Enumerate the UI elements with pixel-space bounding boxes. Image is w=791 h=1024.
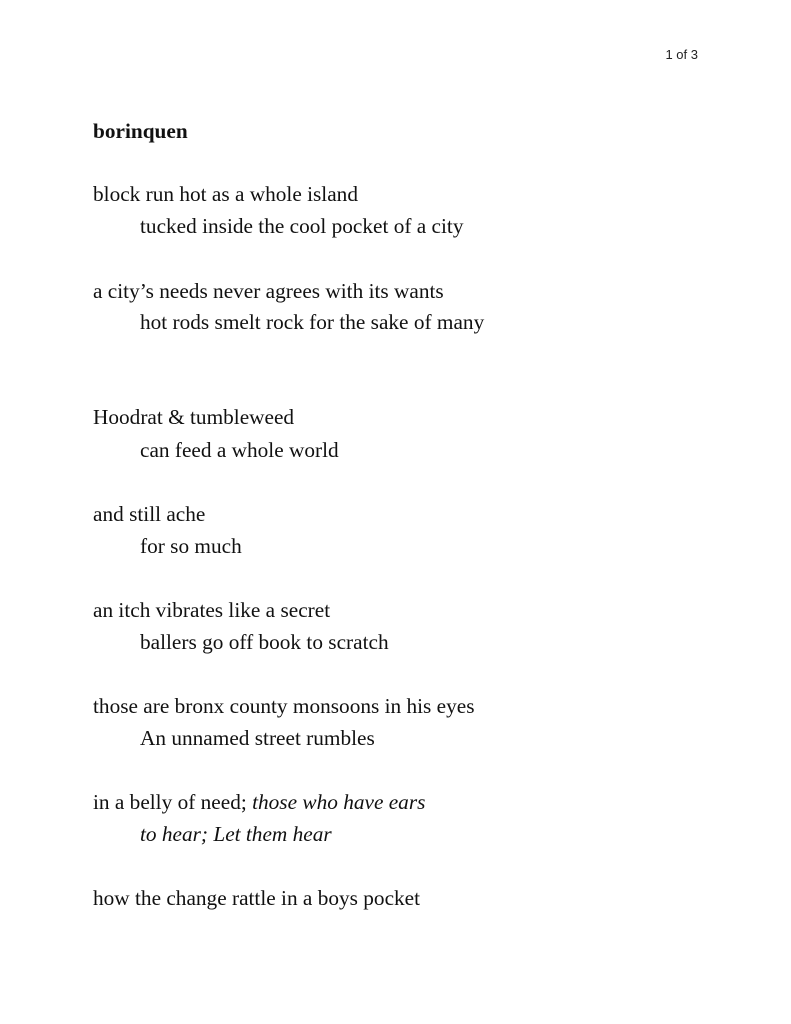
poem-line-roman: in a belly of need; [93,790,253,814]
poem-line: An unnamed street rumbles [140,726,375,750]
poem-line: how the change rattle in a boys pocket [93,886,421,910]
poem-line: Hoodrat & tumbleweed [93,405,295,429]
poem-line: tucked inside the cool pocket of a city [140,214,464,238]
poem-line: and still ache [93,502,206,526]
poem-line: block run hot as a whole island [93,182,358,206]
poem-line: to hear; Let them hear [140,822,332,846]
page-number: 1 of 3 [665,47,698,62]
poem-line: can feed a whole world [140,438,339,462]
poem-line: a city’s needs never agrees with its wants [93,279,444,303]
poem-line: ballers go off book to scratch [140,630,389,654]
poem-line: an itch vibrates like a secret [93,598,331,622]
poem-line: those are bronx county monsoons in his eyes [93,694,475,718]
poem-title: borinquen [93,119,188,143]
poem-line: hot rods smelt rock for the sake of many [140,310,485,334]
poem-line-italic: those who have ears [252,790,426,814]
poem-line: for so much [140,534,242,558]
poem-line [93,786,425,818]
